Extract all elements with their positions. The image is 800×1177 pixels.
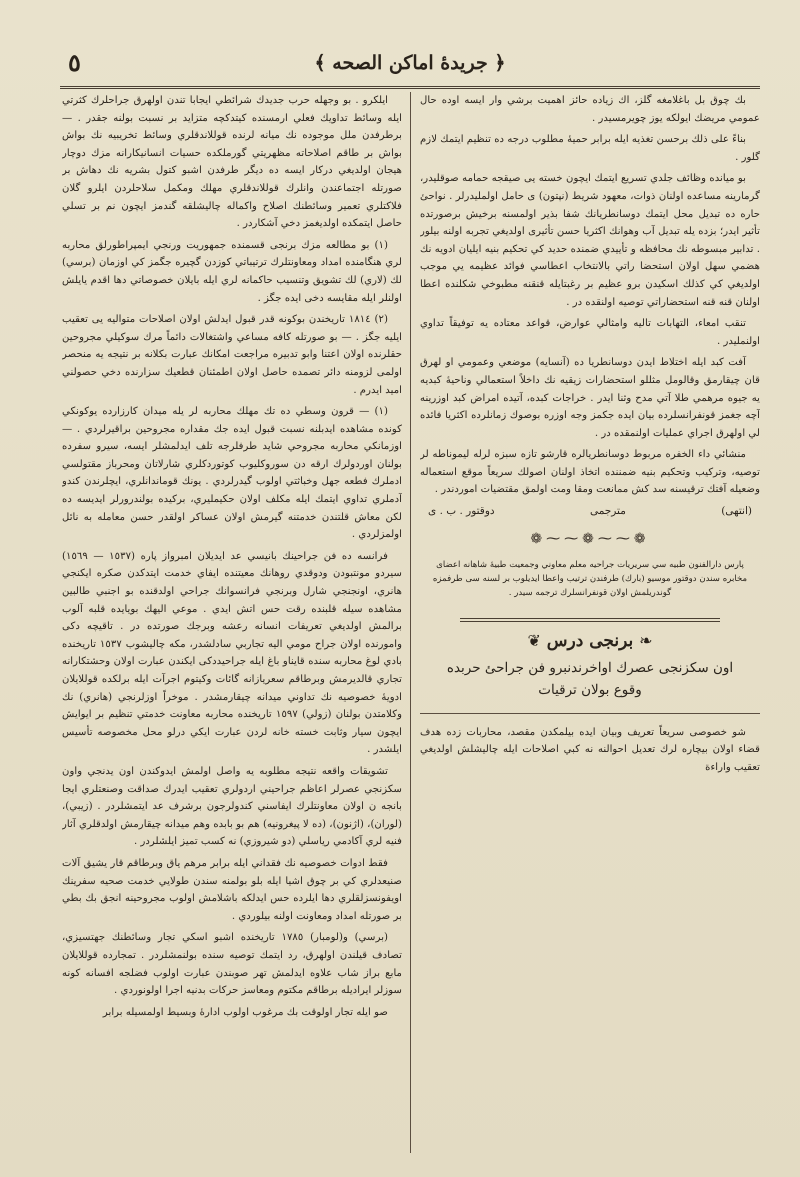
flourish-right-icon: ❧ — [639, 631, 653, 651]
left-column — [62, 92, 402, 1153]
paragraph: فرانسه ده فن جراحينك بانيسي عد ايديلان امبرواز پاره (١٥٣٧ — ١٥٦٩) سيردو مونتبودن ودوقدي روهانك معيتنده ايفاي خدمت ايتدكدن صكره ايكنجي هانري، اونجنجي شارل وبرنجي فرانسوانك جراحي اولدقنده بو اجنبي طالبين مشاهده سيله قلبنده رقت حس اتش ايدي . موعي اليهك بويايده قلبه آلوب برالمش اولديغي تعريفات انسانه رعشه وبرجك صورتده در . تاقيچه دكى وامورنده اولان جراح مومي اليه تجاربي سادلشدر، مكه چاليشوب ١٥٣٧ تاريخنده بادي لوغ محاربه سنده قايناو باغ ايله جراحيددكى ايكندن عبارت اولان وحشتكارانه تجاري قالديرمش وبرطاقم سعريازانه گائات وكيتوم اجرآت ايله برلكده قوللايلان ادويهٔ خصوصيه نك تداوني ميدانه چيقارمشدر . موخراً اوزلرنجي (هانري) نك وكلامتدن بولنان (زولي) ١٥٩٧ تاريخنده محاربه معاونت خدمتي تنظيم بر ايوايش ايچون سيار وثابت خسته خانه لردن عبارت ايكي درلو محل مخصوصه تأسيس ايلشدر . — [62, 550, 402, 756]
translator-label: مترجمى — [589, 505, 626, 518]
paragraph: بناءً على ذلك برحسن تغذيه ايله برابر حميهٔ مطلوب درجه ده تنظيم ايتمك لازم گلور . — [420, 134, 760, 163]
paragraph: منشائي داء الخفره مربوط دوسانطريالره قارشو تازه سبزه لرله ليموناطه لر توصيه، وتركيب وتحكيم بنيه ضمننده اتخاذ اولنان اصولك سريعاً موقع استعماله وضعيله آفتك ترقيسنه سد كش ممانعت ومقا ومت اولمق مقتضيات اموردندر . — [420, 449, 760, 496]
paragraph: فقط ادوات خصوصيه نك فقداني ايله برابر مرهم ياق وبرطاقم قار يشيق آلات صنيعدلري كي بر چوق اشيا ايله بلو بولمنه سندن طولايي خدمت صحيه سفرينك اويفونسزلقلري دها ايلرده حس ايدلكه باشلامش اولوب مجروحينه انجق بك بطي بر صورتله امداد ومعاونت اولنه بيلوردي . — [62, 857, 402, 922]
flourish-left-icon: ❦ — [527, 631, 541, 651]
paragraph: بو ميانده وظائف جلدي تسريع ايتمك ايچون خسته يى صيقجه حمامه صوقلیدر، گرمارينه مساعده اولنان ذوات، معهود شريط (نپتون) ی حامل اولمليدرلر . نواحئ حاره ده تبديل محل ايتمك دوسانطريانك شفا بذير اولمسنه برخيش برصورتده تأثير ايدر؛ بزده يله تبديل آب وهوانك اكثريا حسن تأثيری اولديغي تجربه اولنه بيلور . تدابير مبسوطه نك محافظه و تأييدي ضمنده حديد كي تحكيم بنيه ايليان ادويه نك هضمي سهل اولان استحضا راتي بالانتخاب اعطاسي فوائد عظيمه يي موجب اولديغي كي كذلك اسكيدن برو عظيم بر رغبتايله قنقنه مطبوخي شكلنده اعطا اولنان قنه قنه استحضاراتي توصيه اولنقده در . — [420, 173, 760, 308]
divider-rule — [420, 713, 760, 714]
paragraph: (١) بو مطالعه مزك برنجى قسمنده جمهوريت ورنجي ايمپراطورلق محاربه لري هنگامنده امداد ومعاونتلرك ترتيباتي كوزدن گچيره جگمز كي اوزمان (برسي) لك (لاري) لك تشويق وتنسيب حاكمانه لري ايله بايلان خصوصاتي دها اقدم يايلش اولنلر ايله مقايسه دخى ايده جگز . — [62, 239, 402, 304]
paragraph: (برسي) و(لومبار) ١٧٨٥ تاريخنده اشبو اسكي تجار وسائطنك جهتسيزي، تصادف قيلندن اولهرق، رد ايتمك توصيه سنده بولنمشلردر . تمجارده قوللايلان مابع براز شاب علاوه ايدلمش تهر صوبندن عبارت اولوب فضلجه افسانه كونه سوزلر ايراديله برطاقم مكتوم ومعاسز حركات بدنيه اجرا اولونوردي . — [62, 932, 402, 997]
right-column — [420, 92, 760, 1153]
page-number: ٥ — [68, 48, 81, 77]
article-footnote: پارس دارالفنون طبيه سي سريريات جراحيه معلم معاوني وجمعيت طبيهٔ شاهانه اعضاى مخابره سندن دوقتور موسيو (بارك) طرفندن ترتيب واعطا ايديلوب بر لسنه سى طرفمزه گوندريلمش اولان قونفرانسلرك ترجمه سيدر . — [432, 560, 748, 599]
column-divider — [410, 92, 411, 1153]
running-head — [60, 46, 760, 89]
paragraph: آفت كبد ايله اختلاط ايدن دوسانطريا ده (آنسايه) موضعي وعمومي او لهرق قان چيقارمق وقالومل مثللو استحضارات زيقيه نك داخلاً استعمالي وناحيهٔ كبديه يه جيوه مرهمي طلا آتي مدح وثنا ايدر . خراجات كبده، آتيده امراض كبد اوزرينه آچه جغمز قونفرانسلرده بيان ايده جكمز وجه اوزره بوصوك زمانلرده اكثريا فائده لي اولهرق اجراي عمليات اولنمقده در . — [420, 357, 760, 439]
paragraph: ايلكرو . بو وجهله حرب جديدك شرائطي ايجابا تندن اولهرق جراحلرك كثرتي ايله وسائط تداويك فعلي ارمسنده كيتدكچه متزايد بر نسبت بولنه جقدر . — برطرفدن ملل موجوده نك ميانه لرنده قوللاندقلري وسائط تخريبيه نك بواش بواش بر طاقم اصلاحاته مظهريتي گورملكده حسيات انسانيكارانه مزك دوچار هيجان اولديغي دركار ايسه ده ديگر طرفدن اشبو كتول بشريه نك دهاش بر صورتله اجتماعندن وانلرك قوللاندقلري مهلك ومكمل سلاحلردن ايلرو گلان فلاكتلري تعمير وسائطنك اصلاح واكماله چاليشلقه گندمز ايچون نم بر تسلي حاصل ايتمكده اولديغمز دخي آشكاردر . — [62, 95, 402, 230]
lesson-label: برنجى درس — [546, 631, 634, 652]
section-rule — [460, 618, 720, 622]
paragraph: (٢) ١٨١٤ تاريخندن بوكونه قدر قبول ايدلش اولان اصلاحات متواليه يى تعقيب ايليه جگز . — بو صورتله كافه مساعي واشتغالات دائماً مرك سوكيلي مجروحين حقلرنده اولان اعتنا وابو تدبيره مراجعت امكانك عبارت بكلانه بر نتيجه يه منحصر اولمى لزومنه دائر تصمده حاصل اولان اطمئنان قطعيك سزارنده دخي حصولني اميد ايدرم . — [62, 314, 402, 396]
paragraph: (١) — قرون وسطي ده تك مهلك محاربه لر يله ميدان كارزارده يوكونكي كونده مشاهده ايدبلنه نسبت قبول ايده جك مقداره مجروحين براقيرلردي . — اوزمانكي محاربه مجروحي شايد طرفلرجه تلف ايدلمشلر ايسه، سيرو سفرده بولنان اوردولرك ارقه دن سوروكليوب كوتوردكلري شارلاتان ومحرباز مقتولسي ادملرك فطعه جهل وخباثتي اولوب گيدرلردي . يونك قوماندانلري، ايچلرندن كندو آدملري تداوي ايتمك ايله مكلف اولان حكيمليري، برکيده بولندرورلر ايدیسه ده لكن معاش قلتندن خدمتنه گيرمش اولان عساكر اولقدر حسن معامله به نائل اولمزلردي . — [62, 406, 402, 541]
paragraph: شو خصوصى سريعاً تعريف وبيان ايده بيلمكدن مقصد، محاربات زده هدف قضاء اولان بيچاره لرك تعديل احوالنه نه كبي اصلاحات ايله چاليشلش اولديغي تعقيب واراءة — [420, 726, 760, 774]
end-mark: (انتهى) — [721, 505, 752, 518]
paragraph: صو ايله تجار اولوقت بك مرغوب اولوب ادارهٔ وبسيط اولمسيله برابر — [102, 1006, 388, 1018]
signature-block — [428, 503, 752, 521]
section-title: اون سكزنجى عصرك اواخرندنبرو فن جراحئ حربده وقوع بولان ترقيات — [446, 659, 734, 698]
journal-title: ﴿ جریدهٔ اماکن الصحه ﴾ — [314, 52, 506, 74]
lesson-heading — [420, 632, 760, 651]
paragraph: تشويقات واقعه نتيجه مطلوبه يه واصل اولمش ايدوكندن اون يدنجي واون سكزنجي عصرلر اعاظم جراحيني اردولري تعقيب ايدرك صداقت وصنعتلري ايجا بانجه ن اولان معاونتلرك ايفاسني كندولرجون برشرف عد ايتمشلردر . (زيبي)، (لوران)، (اژنون)، (ده لا پيغرونيه) هم بو بابده وهم ميدانه چيقارمش اولدقلري آثار فنيه لري آكادمي رياسلي (دو شيروزي) نه كسب تميز ايلشلردر . — [62, 765, 402, 848]
paragraph: تنقب امعاء، التهابات تاليه وامثالي عوارض، قواعد معتاده يه توفيقاً تداوي اولنمليدر . — [420, 318, 760, 347]
translator-signature: دوقتور . ب . ی — [428, 505, 495, 518]
ornament-divider-icon: ❁⁓⁓❁⁓⁓❁ — [530, 530, 650, 547]
paragraph: بك چوق بل باغلامغه گلز، اك زياده حائز اهميت برشي وار ايسه اوده حال عمومي مريضك ايولكه يوز چويرمسيدر . — [420, 95, 760, 124]
